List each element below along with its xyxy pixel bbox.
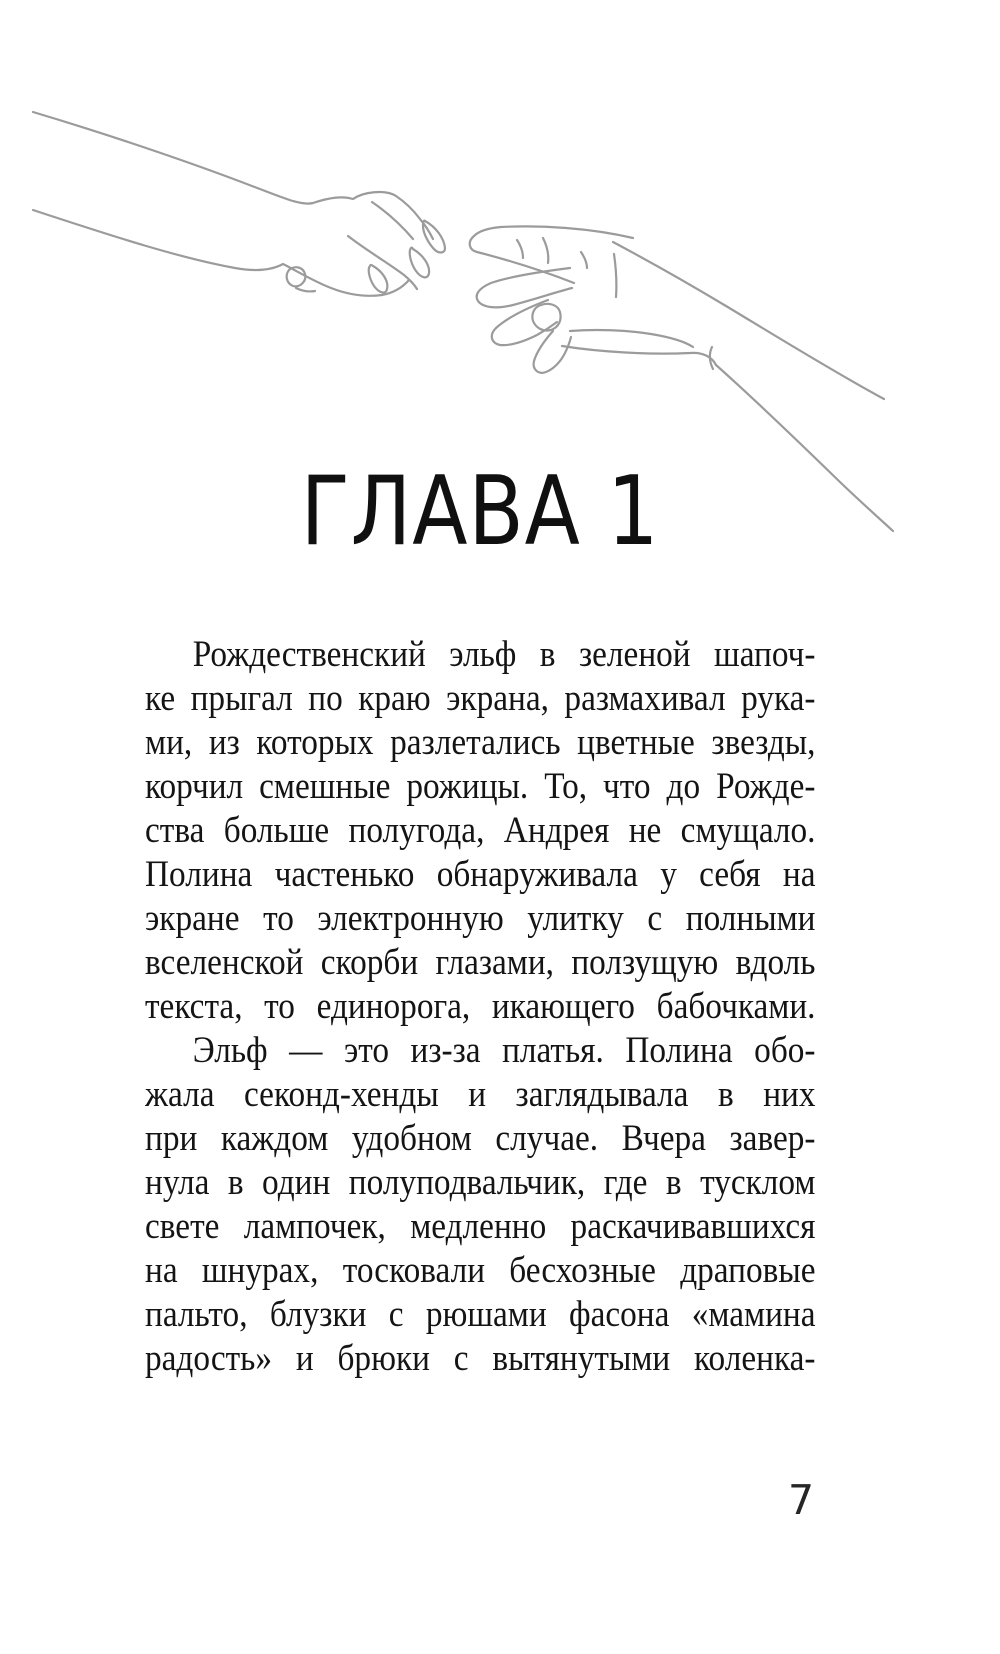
paw-line-art xyxy=(33,112,445,296)
page-number: 7 xyxy=(787,1476,815,1524)
text-line: ства больше полугода, Андрея не смущало. xyxy=(145,810,816,851)
text-line: при каждом удобном случае. Вчера завер- xyxy=(145,1118,816,1159)
text-block xyxy=(145,633,816,1381)
paw-toe-line-2 xyxy=(372,202,413,239)
paw-claw-2 xyxy=(410,248,429,278)
text-line: вселенской скорби глазами, ползущую вдоль xyxy=(145,942,816,983)
text-line: жала секонд-хенды и заглядывала в них xyxy=(145,1074,816,1115)
hand-knuckle-fold-4 xyxy=(614,254,616,297)
hand-thumbnail xyxy=(532,304,560,331)
paw-claw-1 xyxy=(423,221,445,253)
hand-knuckle-fold-1 xyxy=(517,240,523,258)
text-line: ми, из которых разлетались цветные звезды, xyxy=(145,722,816,763)
text-line: Полина частенько обнаруживала у себя на xyxy=(145,854,816,895)
text-line: текста, то единорога, икающего бабочками. xyxy=(145,986,816,1027)
paw-toe-line-1 xyxy=(348,236,417,289)
text-line: радость» и брюки с вытянутыми коленка- xyxy=(145,1338,816,1379)
hand-middle-finger xyxy=(477,268,572,307)
hand-index-finger xyxy=(470,226,633,283)
paw-claw-3 xyxy=(369,265,388,293)
hand-pinky-finger xyxy=(534,331,571,373)
paw-dewclaw xyxy=(287,267,306,286)
text-line: корчил смешные рожицы. То, что до Рожде- xyxy=(145,766,816,807)
hand-knuckle-fold-2 xyxy=(543,238,548,263)
paw-dewclaw-base xyxy=(296,288,315,291)
hand-heel-bottom xyxy=(562,346,716,365)
chapter-title: ГЛАВА 1 xyxy=(300,457,660,567)
hand-back-and-forearm-top xyxy=(613,242,884,399)
paw-bottom-contour xyxy=(33,210,409,296)
hand-heel-top xyxy=(570,330,693,347)
text-line: ке прыгал по краю экрана, размахивал рука- xyxy=(145,678,816,719)
text-line: пальто, блузки с рюшами фасона «мамина xyxy=(145,1294,816,1335)
text-line: на шнурах, тосковали бесхозные драповые xyxy=(145,1250,816,1291)
hand-knuckle-fold-3 xyxy=(581,252,587,268)
paw-top-contour xyxy=(33,112,433,239)
text-line: Эльф — это из-за платья. Полина обо- xyxy=(192,1030,816,1071)
hand-ring-finger xyxy=(492,300,557,345)
text-line: нула в один полуподвальчик, где в тусклом xyxy=(145,1162,816,1203)
text-line: свете лампочек, медленно раскачивавшихся xyxy=(145,1206,816,1247)
hand-wrist-crease xyxy=(710,347,713,369)
text-line: экране то электронную улитку с полными xyxy=(145,898,816,939)
text-line: Рождественский эльф в зеленой шапоч- xyxy=(192,634,816,675)
